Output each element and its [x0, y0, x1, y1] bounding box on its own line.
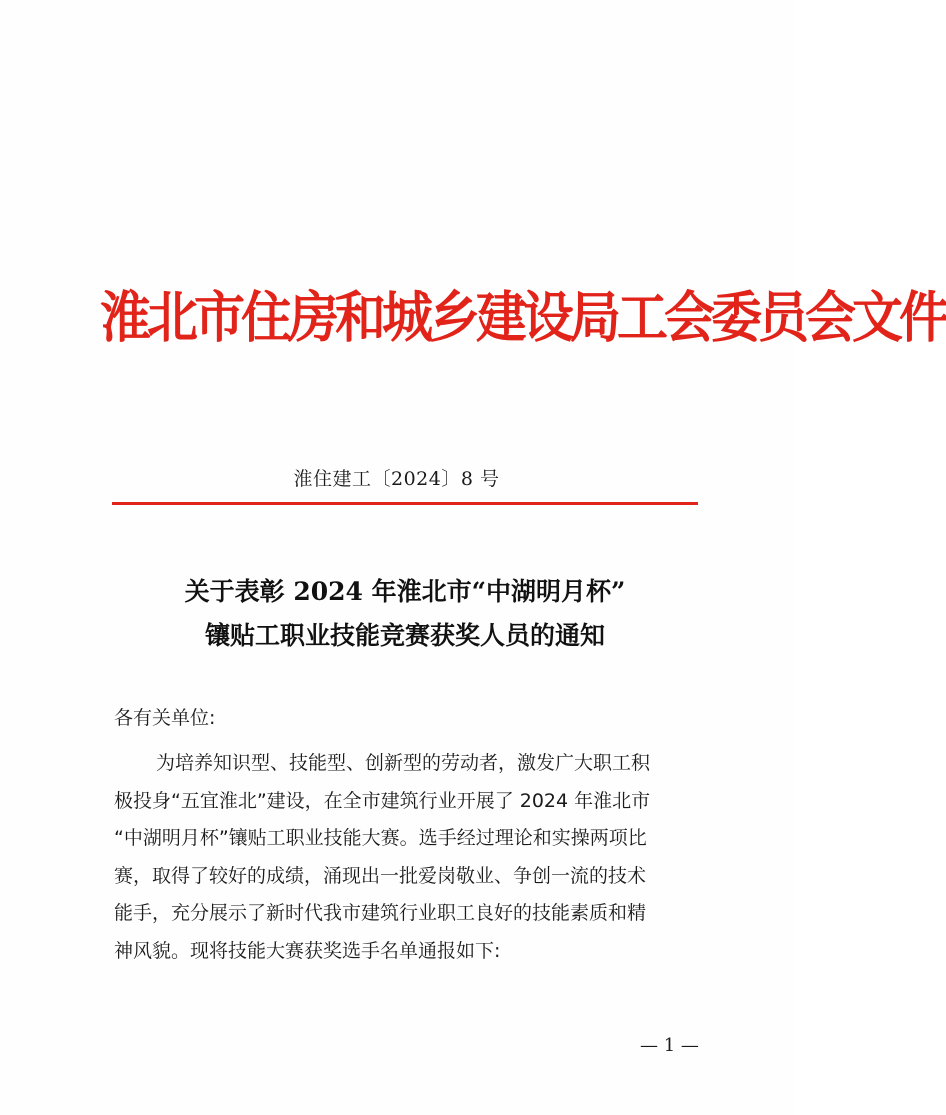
notice-title-line-2: 镶贴工职业技能竞赛获奖人员的通知 — [204, 621, 605, 650]
red-header-title: 淮北市住房和城乡建设局工会委员会文件 — [100, 285, 946, 351]
body-line: 赛，取得了较好的成绩，涌现出一批爱岗敬业、争创一流的技术 — [114, 864, 647, 887]
body-line: 极投身“五宜淮北”建设，在全市建筑行业开展了 2024 年淮北市 — [114, 789, 651, 812]
document-number: 淮住建工〔2024〕8 号 — [293, 468, 500, 490]
body-line: 神风貌。现将技能大赛获奖选手名单通报如下: — [114, 939, 501, 962]
body-line: 能手，充分展示了新时代我市建筑行业职工良好的技能素质和精 — [114, 902, 647, 924]
page-number: — 1 — — [640, 1035, 699, 1056]
body-paragraph — [114, 745, 700, 970]
red-divider-line — [112, 502, 698, 505]
salutation: 各有关单位: — [114, 707, 216, 729]
notice-title-line-1: 关于表彰 2024 年淮北市“中湖明月杯” — [184, 577, 626, 606]
notice-title — [112, 570, 698, 658]
body-line: 为培养知识型、技能型、创新型的劳动者，激发广大职工积 — [156, 752, 651, 774]
body-line: “中湖明月杯”镶贴工职业技能大赛。选手经过理论和实操两项比 — [114, 827, 647, 849]
